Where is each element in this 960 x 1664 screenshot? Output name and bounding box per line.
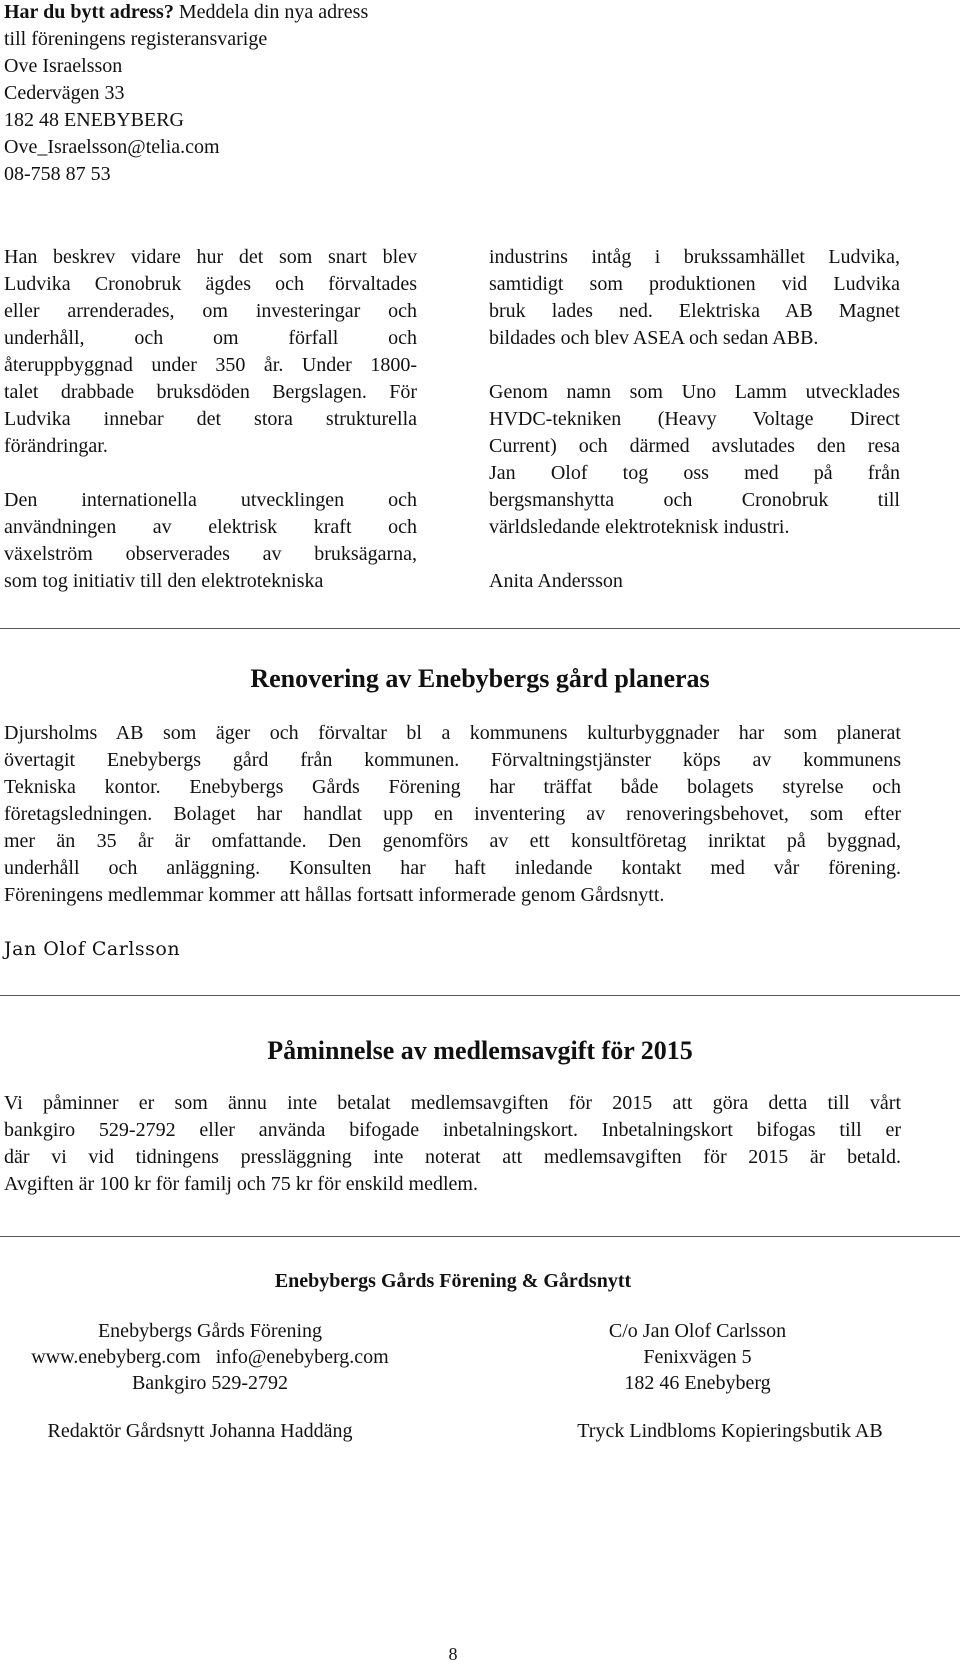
footer-bankgiro: Bankgiro 529-2792	[131, 1372, 289, 1394]
text-line: industrins intåg i brukssamhället Ludvika,	[489, 246, 900, 268]
footer-web-email: www.enebyberg.com info@enebyberg.com	[31, 1346, 389, 1368]
address-line: till föreningens registeransvarige	[4, 28, 268, 50]
footer-org: Enebybergs Gårds Förening	[97, 1320, 323, 1342]
text-line: bruk lades ned. Elektriska AB Magnet	[489, 300, 900, 322]
text-line: återuppbyggnad under 350 år. Under 1800-	[4, 354, 417, 376]
text-line: Current) och därmed avslutades den resa	[489, 435, 900, 457]
text-line: Avgiften är 100 kr för familj och 75 kr för enskild medlem.	[4, 1173, 478, 1195]
address-question: Har du bytt adress?	[4, 1, 174, 23]
text-line: växelström observerades av bruksägarna,	[4, 543, 417, 565]
page-number: 8	[448, 1644, 458, 1664]
address-intro: Meddela din nya adress	[178, 1, 369, 23]
article2-body	[4, 720, 901, 963]
footer-printer: Tryck Lindbloms Kopieringsbutik AB	[577, 1420, 883, 1442]
text-line: bankgiro 529-2792 eller använda bifogade inbetalningskort. Inbetalningskort bifogas till er	[4, 1119, 901, 1141]
article1-column-right	[489, 244, 900, 595]
text-line: talet drabbade bruksdöden Bergslagen. För	[4, 381, 417, 403]
divider	[0, 628, 960, 629]
text-line: företagsledningen. Bolaget har handlat upp en inventering av renoveringsbehovet, som efter	[4, 803, 901, 825]
text-line: övertagit Enebybergs gård från kommunen. Förvaltningstjänster köps av kommunens	[4, 749, 901, 771]
text-line: underhåll och anläggning. Konsulten har haft inledande kontakt med vår förening.	[4, 857, 901, 879]
text-line: användningen av elektrisk kraft och	[4, 516, 417, 538]
footer-editor: Redaktör Gårdsnytt Johanna Haddäng	[47, 1420, 353, 1442]
text-line: Den internationella utvecklingen och	[4, 489, 417, 511]
divider	[0, 995, 960, 996]
text-line: Han beskrev vidare hur det som snart blev	[4, 246, 417, 268]
footer-title: Enebybergs Gårds Förening & Gårdsnytt	[274, 1270, 632, 1292]
footer-street: Fenixvägen 5	[643, 1346, 752, 1368]
text-line: samtidigt som produktionen vid Ludvika	[489, 273, 900, 295]
text-line: mer än 35 år är omfattande. Den genomförs av ett konsultföretag inriktat på byggnad,	[4, 830, 901, 852]
footer-right	[490, 1318, 905, 1396]
text-line: Tekniska kontor. Enebybergs Gårds Förening har träffat både bolagets styrelse och	[4, 776, 901, 798]
text-line: underhåll, och om förfall och	[4, 327, 417, 349]
text-line: Föreningens medlemmar kommer att hållas fortsatt informerade genom Gårdsnytt.	[4, 884, 665, 906]
address-phone: 08-758 87 53	[4, 163, 111, 185]
address-notice-heading	[4, 0, 484, 26]
text-line: bildades och blev ASEA och sedan ABB.	[489, 327, 819, 349]
text-line: som tog initiativ till den elektrotekniska	[4, 570, 324, 592]
divider	[0, 1236, 960, 1237]
text-line: Jan Olof tog oss med på från	[489, 462, 900, 484]
address-line: Ove Israelsson	[4, 55, 123, 77]
text-line: Vi påminner er som ännu inte betalat medlemsavgiften för 2015 att göra detta till vårt	[4, 1092, 901, 1114]
footer-postal: 182 46 Enebyberg	[624, 1372, 771, 1394]
text-line: där vi vid tidningens pressläggning inte noterat att medlemsavgiften för 2015 är betald.	[4, 1146, 901, 1168]
article2-author: Jan Olof Carlsson	[4, 938, 181, 960]
text-line: Ludvika Cronobruk ägdes och förvaltades	[4, 273, 417, 295]
article2-title: Renovering av Enebybergs gård planeras	[250, 664, 710, 693]
article3-title: Påminnelse av medlemsavgift för 2015	[267, 1036, 693, 1065]
address-line: Cedervägen 33	[4, 82, 125, 104]
text-line: bergsmanshytta och Cronobruk till	[489, 489, 900, 511]
text-line: förändringar.	[4, 435, 108, 457]
text-line: världsledande elektroteknisk industri.	[489, 516, 790, 538]
text-line: Ludvika innebar det stora strukturella	[4, 408, 417, 430]
address-email: Ove_Israelsson@telia.com	[4, 136, 220, 158]
footer-co: C/o Jan Olof Carlsson	[608, 1320, 787, 1342]
address-line: 182 48 ENEBYBERG	[4, 109, 184, 131]
article3-body	[4, 1090, 901, 1198]
text-line: Genom namn som Uno Lamm utvecklades	[489, 381, 900, 403]
text-line: HVDC-tekniken (Heavy Voltage Direct	[489, 408, 900, 430]
text-line: Djursholms AB som äger och förvaltar bl a kommunens kulturbyggnader har som planerat	[4, 722, 901, 744]
footer-left	[0, 1318, 420, 1396]
article1-author: Anita Andersson	[489, 570, 623, 592]
article1-column-left	[4, 244, 417, 595]
address-notice	[4, 0, 484, 188]
text-line: eller arrenderades, om investeringar och	[4, 300, 417, 322]
